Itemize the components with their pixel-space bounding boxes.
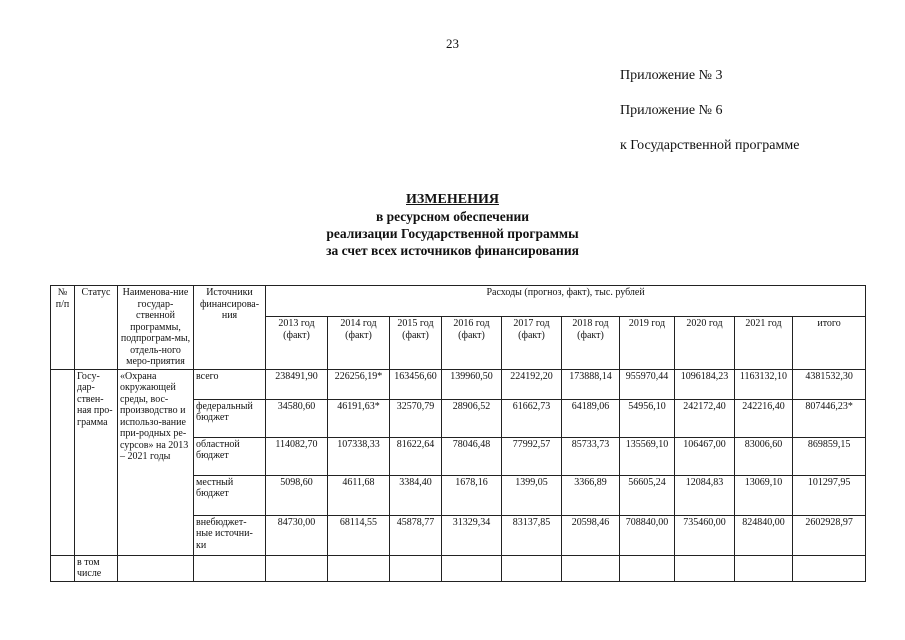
total-cell: 807446,23* (793, 399, 866, 437)
value-cell: 45878,77 (390, 515, 442, 555)
value-cell: 12084,83 (675, 475, 735, 515)
value-cell: 78046,48 (442, 437, 502, 475)
col-header-sources: Источники финансирова-ния (194, 286, 266, 370)
value-cell: 824840,00 (735, 515, 793, 555)
value-cell: 238491,90 (266, 369, 328, 399)
value-cell: 68114,55 (328, 515, 390, 555)
value-cell: 163456,60 (390, 369, 442, 399)
year-header: 2017 год (факт) (502, 317, 562, 370)
value-cell: 1399,05 (502, 475, 562, 515)
title-line-3: реализации Государственной программы (326, 226, 579, 241)
value-cell: 242172,40 (675, 399, 735, 437)
value-cell: 4611,68 (328, 475, 390, 515)
value-cell: 1096184,23 (675, 369, 735, 399)
empty-cell (390, 555, 442, 581)
value-cell: 955970,44 (620, 369, 675, 399)
value-cell: 135569,10 (620, 437, 675, 475)
col-header-num: № п/п (51, 286, 75, 370)
empty-cell (266, 555, 328, 581)
document-title (0, 191, 905, 259)
value-cell: 46191,63* (328, 399, 390, 437)
value-cell: 83137,85 (502, 515, 562, 555)
year-header: 2014 год (факт) (328, 317, 390, 370)
col-header-expenses: Расходы (прогноз, факт), тыс. рублей (266, 286, 866, 317)
year-header: 2015 год (факт) (390, 317, 442, 370)
title-main: ИЗМЕНЕНИЯ (406, 192, 499, 207)
value-cell: 1163132,10 (735, 369, 793, 399)
value-cell: 242216,40 (735, 399, 793, 437)
col-header-name: Наименова-ние государ-ственной программы, подпрограм-мы, отдель-ного меро-приятия (118, 286, 194, 370)
appendix-line-2: Приложение № 6 (620, 103, 723, 118)
empty-cell (675, 555, 735, 581)
value-cell: 81622,64 (390, 437, 442, 475)
year-header: 2016 год (факт) (442, 317, 502, 370)
value-cell: 64189,06 (562, 399, 620, 437)
empty-cell (502, 555, 562, 581)
year-header: 2013 год (факт) (266, 317, 328, 370)
empty-cell (562, 555, 620, 581)
value-cell: 3366,89 (562, 475, 620, 515)
source-cell: федеральный бюджет (194, 399, 266, 437)
value-cell: 56605,24 (620, 475, 675, 515)
empty-cell (442, 555, 502, 581)
value-cell: 107338,33 (328, 437, 390, 475)
source-cell: местный бюджет (194, 475, 266, 515)
title-line-4: за счет всех источников финансирования (326, 243, 579, 258)
value-cell: 31329,34 (442, 515, 502, 555)
year-header: 2021 год (735, 317, 793, 370)
value-cell: 3384,40 (390, 475, 442, 515)
value-cell: 61662,73 (502, 399, 562, 437)
value-cell: 54956,10 (620, 399, 675, 437)
resource-table (50, 285, 866, 582)
value-cell: 114082,70 (266, 437, 328, 475)
row-number-cell (51, 555, 75, 581)
value-cell: 34580,60 (266, 399, 328, 437)
total-header: итого (793, 317, 866, 370)
empty-cell (620, 555, 675, 581)
year-header: 2018 год (факт) (562, 317, 620, 370)
row-number-cell (51, 369, 75, 555)
appendix-line-1: Приложение № 3 (620, 68, 723, 83)
value-cell: 32570,79 (390, 399, 442, 437)
empty-cell (194, 555, 266, 581)
year-header: 2019 год (620, 317, 675, 370)
value-cell: 735460,00 (675, 515, 735, 555)
empty-cell (793, 555, 866, 581)
value-cell: 708840,00 (620, 515, 675, 555)
total-cell: 869859,15 (793, 437, 866, 475)
col-header-status: Статус (75, 286, 118, 370)
year-header: 2020 год (675, 317, 735, 370)
source-cell: внебюджет-ные источни-ки (194, 515, 266, 555)
value-cell: 83006,60 (735, 437, 793, 475)
value-cell: 28906,52 (442, 399, 502, 437)
table-row (51, 369, 866, 399)
value-cell: 20598,46 (562, 515, 620, 555)
status-cell: в том числе (75, 555, 118, 581)
empty-cell (328, 555, 390, 581)
total-cell: 101297,95 (793, 475, 866, 515)
value-cell: 84730,00 (266, 515, 328, 555)
empty-cell (118, 555, 194, 581)
source-cell: всего (194, 369, 266, 399)
value-cell: 5098,60 (266, 475, 328, 515)
value-cell: 106467,00 (675, 437, 735, 475)
program-name-cell: «Охрана окружающей среды, вос-производство и использо-вание при-родных ре-сурсов» на 2013 – 2021 годы (118, 369, 194, 555)
table-row (51, 555, 866, 581)
value-cell: 1678,16 (442, 475, 502, 515)
total-cell: 4381532,30 (793, 369, 866, 399)
appendix-line-3: к Государственной программе (620, 138, 800, 153)
value-cell: 13069,10 (735, 475, 793, 515)
value-cell: 173888,14 (562, 369, 620, 399)
value-cell: 139960,50 (442, 369, 502, 399)
page-number: 23 (446, 36, 459, 51)
status-cell: Госу-дар-ствен-ная про-грамма (75, 369, 118, 555)
source-cell: областной бюджет (194, 437, 266, 475)
header-row-1 (51, 286, 866, 317)
value-cell: 85733,73 (562, 437, 620, 475)
title-line-2: в ресурсном обеспечении (375, 209, 530, 224)
value-cell: 226256,19* (328, 369, 390, 399)
total-cell: 2602928,97 (793, 515, 866, 555)
empty-cell (735, 555, 793, 581)
value-cell: 224192,20 (502, 369, 562, 399)
value-cell: 77992,57 (502, 437, 562, 475)
